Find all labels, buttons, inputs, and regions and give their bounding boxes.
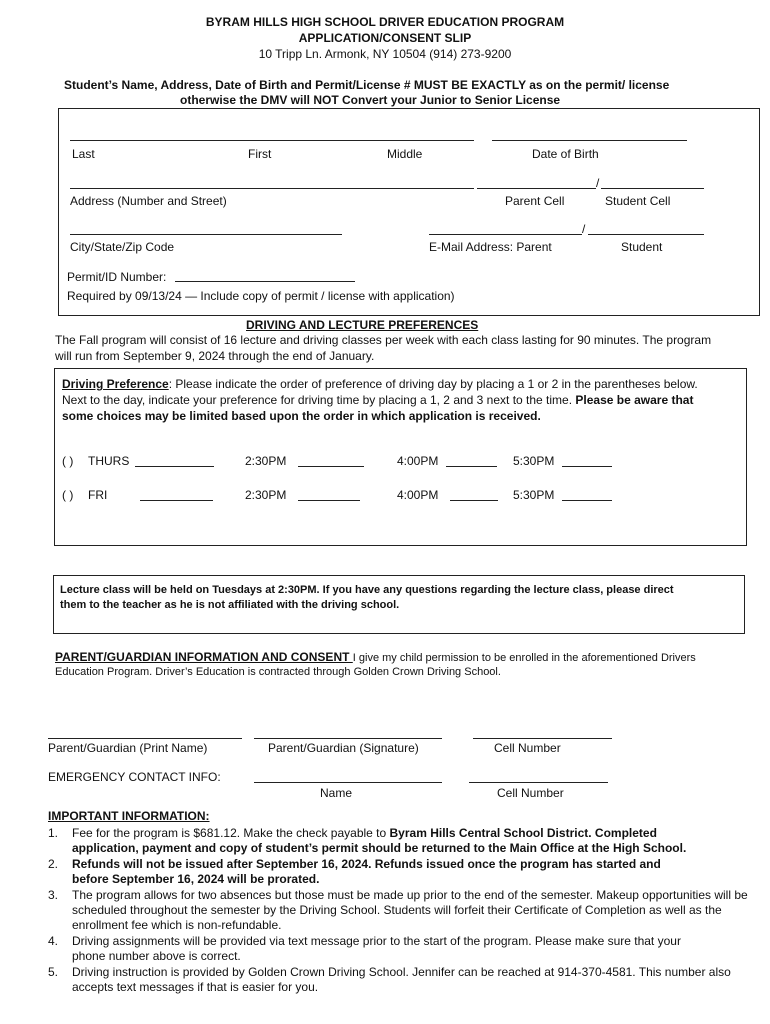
parent-cell-input-line[interactable] xyxy=(477,188,596,189)
student-email-label: Student xyxy=(621,240,663,254)
thurs-input-line[interactable] xyxy=(135,466,214,467)
list-item xyxy=(48,965,754,995)
item-text: Driving instruction is provided by Golden Crown Driving School. Jennifer can be reached at 914-370-4581. This number also accepts text messages if that is easier for you. xyxy=(72,965,731,994)
preferences-heading: DRIVING AND LECTURE PREFERENCES xyxy=(246,318,479,332)
fri-time2: 4:00PM xyxy=(397,488,439,502)
emergency-cell-line[interactable] xyxy=(469,782,608,783)
emergency-name-line[interactable] xyxy=(254,782,442,783)
fri-time1: 2:30PM xyxy=(245,488,287,502)
lecture-line2: them to the teacher as he is not affiliated with the driving school. xyxy=(60,599,400,611)
cell-slash: / xyxy=(596,176,600,190)
item-number: 4. xyxy=(48,934,59,948)
email-slash: / xyxy=(582,222,586,236)
lecture-line1: Lecture class will be held on Tuesdays at 2:30PM. If you have any questions regarding the lecture class, please direct xyxy=(60,584,674,596)
item-text: The program allows for two absences but those must be made up prior to the end of the semester. Makeup opportunities will be scheduled throughout the semester by the Driving School. Students will forfeit their Certificate of Completion as well as the enrollment fee which is non-refundable. xyxy=(72,888,748,932)
item-text-bold: Refunds will not be issued after September 16, 2024. Refunds issued once the program has started and before September 16, 2024 will be prorated. xyxy=(72,857,661,886)
emergency-label: EMERGENCY CONTACT INFO: xyxy=(48,770,221,784)
fri-time2-line[interactable] xyxy=(450,500,498,501)
student-email-input-line[interactable] xyxy=(588,234,704,235)
list-item xyxy=(48,857,754,887)
dob-input-line[interactable] xyxy=(492,140,687,141)
fri-time3: 5:30PM xyxy=(513,488,555,502)
student-cell-label: Student Cell xyxy=(605,194,671,208)
thurs-time1: 2:30PM xyxy=(245,454,287,468)
emergency-name-label: Name xyxy=(320,786,353,800)
consent-heading: PARENT/GUARDIAN INFORMATION AND CONSENT xyxy=(55,650,353,664)
dob-label: Date of Birth xyxy=(532,147,599,161)
last-label: Last xyxy=(72,147,95,161)
driving-pref-warning: Please be aware that xyxy=(575,393,694,407)
signature-label: Parent/Guardian (Signature) xyxy=(268,741,419,755)
driving-pref-label: Driving Preference xyxy=(62,377,169,391)
important-list xyxy=(48,826,754,996)
thurs-time2: 4:00PM xyxy=(397,454,439,468)
form-title: BYRAM HILLS HIGH SCHOOL DRIVER EDUCATION PROGRAM xyxy=(205,15,565,29)
fri-paren[interactable]: ( ) xyxy=(62,488,74,502)
driving-pref-line3: some choices may be limited based upon the order in which application is received. xyxy=(62,409,541,423)
consent-line1 xyxy=(55,650,696,664)
city-label: City/State/Zip Code xyxy=(70,240,175,254)
item-text: Driving assignments will be provided via text message prior to the start of the program. Please make sure that your phone number above is correct. xyxy=(72,934,681,963)
item-text: Fee for the program is $681.12. Make the check payable to xyxy=(72,826,390,840)
thurs-time3: 5:30PM xyxy=(513,454,555,468)
fri-label: FRI xyxy=(88,488,108,502)
item-number: 5. xyxy=(48,965,59,979)
program-intro-line2: will run from September 9, 2024 through the end of January. xyxy=(55,349,375,363)
driving-pref-line2 xyxy=(62,393,693,407)
middle-label: Middle xyxy=(387,147,423,161)
guardian-cell-label: Cell Number xyxy=(494,741,561,755)
item-number: 1. xyxy=(48,826,59,840)
program-intro-line1: The Fall program will consist of 16 lecture and driving classes per week with each class lasting for 90 minutes. The program xyxy=(55,333,712,347)
address-input-line[interactable] xyxy=(70,188,474,189)
address-label: Address (Number and Street) xyxy=(70,194,227,208)
notice-line1: Student’s Name, Address, Date of Birth and Permit/License # MUST BE EXACTLY as on the permit/ license xyxy=(64,78,670,92)
fri-time1-line[interactable] xyxy=(298,500,360,501)
driving-pref-text2: Next to the day, indicate your preference for driving time by placing a 1, 2 and 3 next to the time. xyxy=(62,393,576,407)
driving-pref-line1 xyxy=(62,377,698,391)
emergency-cell-label: Cell Number xyxy=(497,786,564,800)
parent-cell-label: Parent Cell xyxy=(505,194,565,208)
permit-label: Permit/ID Number: xyxy=(67,270,167,284)
consent-text1: I give my child permission to be enrolled in the aforementioned Drivers xyxy=(352,652,696,664)
notice-line2: otherwise the DMV will NOT Convert your Junior to Senior License xyxy=(180,93,561,107)
form-subtitle: APPLICATION/CONSENT SLIP xyxy=(298,31,472,45)
first-label: First xyxy=(248,147,272,161)
city-input-line[interactable] xyxy=(70,234,342,235)
fri-input-line[interactable] xyxy=(140,500,213,501)
item-number: 3. xyxy=(48,888,59,902)
consent-text2: Education Program. Driver’s Education is contracted through Golden Crown Driving School. xyxy=(55,666,501,678)
list-item xyxy=(48,888,754,933)
important-heading: IMPORTANT INFORMATION: xyxy=(48,809,210,823)
signature-line[interactable] xyxy=(254,738,442,739)
fri-time3-line[interactable] xyxy=(562,500,612,501)
print-name-line[interactable] xyxy=(48,738,242,739)
guardian-cell-line[interactable] xyxy=(473,738,612,739)
name-input-line[interactable] xyxy=(70,140,474,141)
school-address: 10 Tripp Ln. Armonk, NY 10504 (914) 273-9200 xyxy=(258,47,512,61)
item-number: 2. xyxy=(48,857,59,871)
driving-pref-text1: : Please indicate the order of preference of driving day by placing a 1 or 2 in the parentheses below. xyxy=(168,377,698,391)
print-name-label: Parent/Guardian (Print Name) xyxy=(48,741,208,755)
parent-email-input-line[interactable] xyxy=(429,234,582,235)
parent-email-label: E-Mail Address: Parent xyxy=(429,240,552,254)
item-text-bold: Byram Hills Central School District. Completed application, payment and copy of student’s permit should be returned to the Main Office at the High School. xyxy=(72,826,687,855)
thurs-time2-line[interactable] xyxy=(446,466,497,467)
thurs-time1-line[interactable] xyxy=(298,466,364,467)
thurs-time3-line[interactable] xyxy=(562,466,612,467)
permit-input-line[interactable] xyxy=(175,281,355,282)
list-item xyxy=(48,826,754,856)
list-item xyxy=(48,934,754,964)
thurs-paren[interactable]: ( ) xyxy=(62,454,74,468)
permit-required-note: Required by 09/13/24 — Include copy of permit / license with application) xyxy=(67,289,455,303)
thurs-label: THURS xyxy=(88,454,130,468)
student-cell-input-line[interactable] xyxy=(601,188,704,189)
